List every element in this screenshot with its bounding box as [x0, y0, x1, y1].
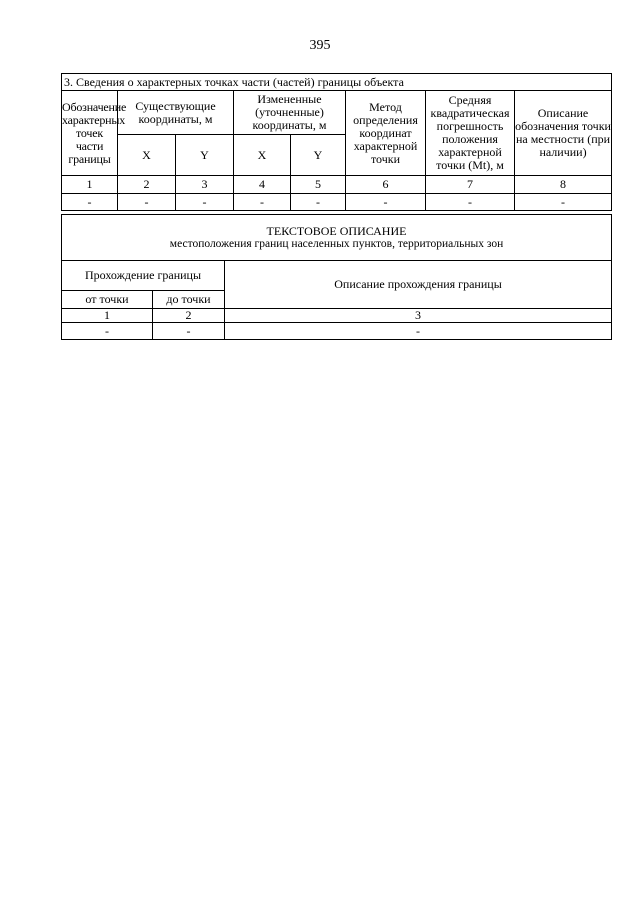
text-description-subtitle: местоположения границ населенных пунктов, территориальных зон: [169, 237, 504, 250]
text-description-title: ТЕКСТОВОЕ ОПИСАНИЕ: [266, 223, 407, 238]
table-cell: -: [346, 194, 426, 211]
col-header-existing-y: Y: [176, 135, 234, 176]
table-cell: -: [153, 323, 225, 340]
col-header-changed: Измененные (уточненные) координаты, м: [234, 91, 346, 135]
table-cell: -: [62, 323, 153, 340]
table-cell: -: [176, 194, 234, 211]
col-header-to-point: до точки: [153, 291, 225, 309]
table-cell: -: [515, 194, 612, 211]
col-header-existing-x: X: [118, 135, 176, 176]
col-header-passage: Прохождение границы: [62, 261, 225, 291]
column-number: 6: [346, 176, 426, 194]
col-header-changed-y: Y: [291, 135, 346, 176]
page-number: 395: [309, 38, 331, 53]
table-row: [62, 323, 612, 340]
table-cell: -: [118, 194, 176, 211]
column-numbers-row: [62, 309, 612, 323]
column-numbers-row: [62, 176, 612, 194]
column-number: 4: [234, 176, 291, 194]
column-number: 2: [153, 309, 225, 323]
text-description-table: [61, 214, 612, 340]
table-cell: -: [426, 194, 515, 211]
section-title: 3. Сведения о характерных точках части (частей) границы объекта: [62, 74, 612, 91]
text-description-header: [62, 215, 612, 261]
table-cell: -: [234, 194, 291, 211]
column-number: 8: [515, 176, 612, 194]
column-number: 5: [291, 176, 346, 194]
col-header-error: Средняя квадратическая погрешность положения характерной точки (Mt), м: [426, 91, 515, 176]
column-number: 1: [62, 309, 153, 323]
column-number: 7: [426, 176, 515, 194]
col-header-existing: Существующие координаты, м: [118, 91, 234, 135]
table-row: [62, 194, 612, 211]
col-header-changed-x: X: [234, 135, 291, 176]
column-number: 2: [118, 176, 176, 194]
col-header-designation: Обозначение характерных точек части границы: [62, 91, 118, 176]
table-cell: -: [291, 194, 346, 211]
col-header-description: Описание обозначения точки на местности (при наличии): [515, 91, 612, 176]
col-header-from-point: от точки: [62, 291, 153, 309]
column-number: 3: [176, 176, 234, 194]
points-table: [61, 73, 612, 211]
column-number: 3: [225, 309, 612, 323]
col-header-passage-description: Описание прохождения границы: [225, 261, 612, 309]
column-number: 1: [62, 176, 118, 194]
col-header-method: Метод определения координат характерной точки: [346, 91, 426, 176]
table-cell: -: [225, 323, 612, 340]
table-cell: -: [62, 194, 118, 211]
